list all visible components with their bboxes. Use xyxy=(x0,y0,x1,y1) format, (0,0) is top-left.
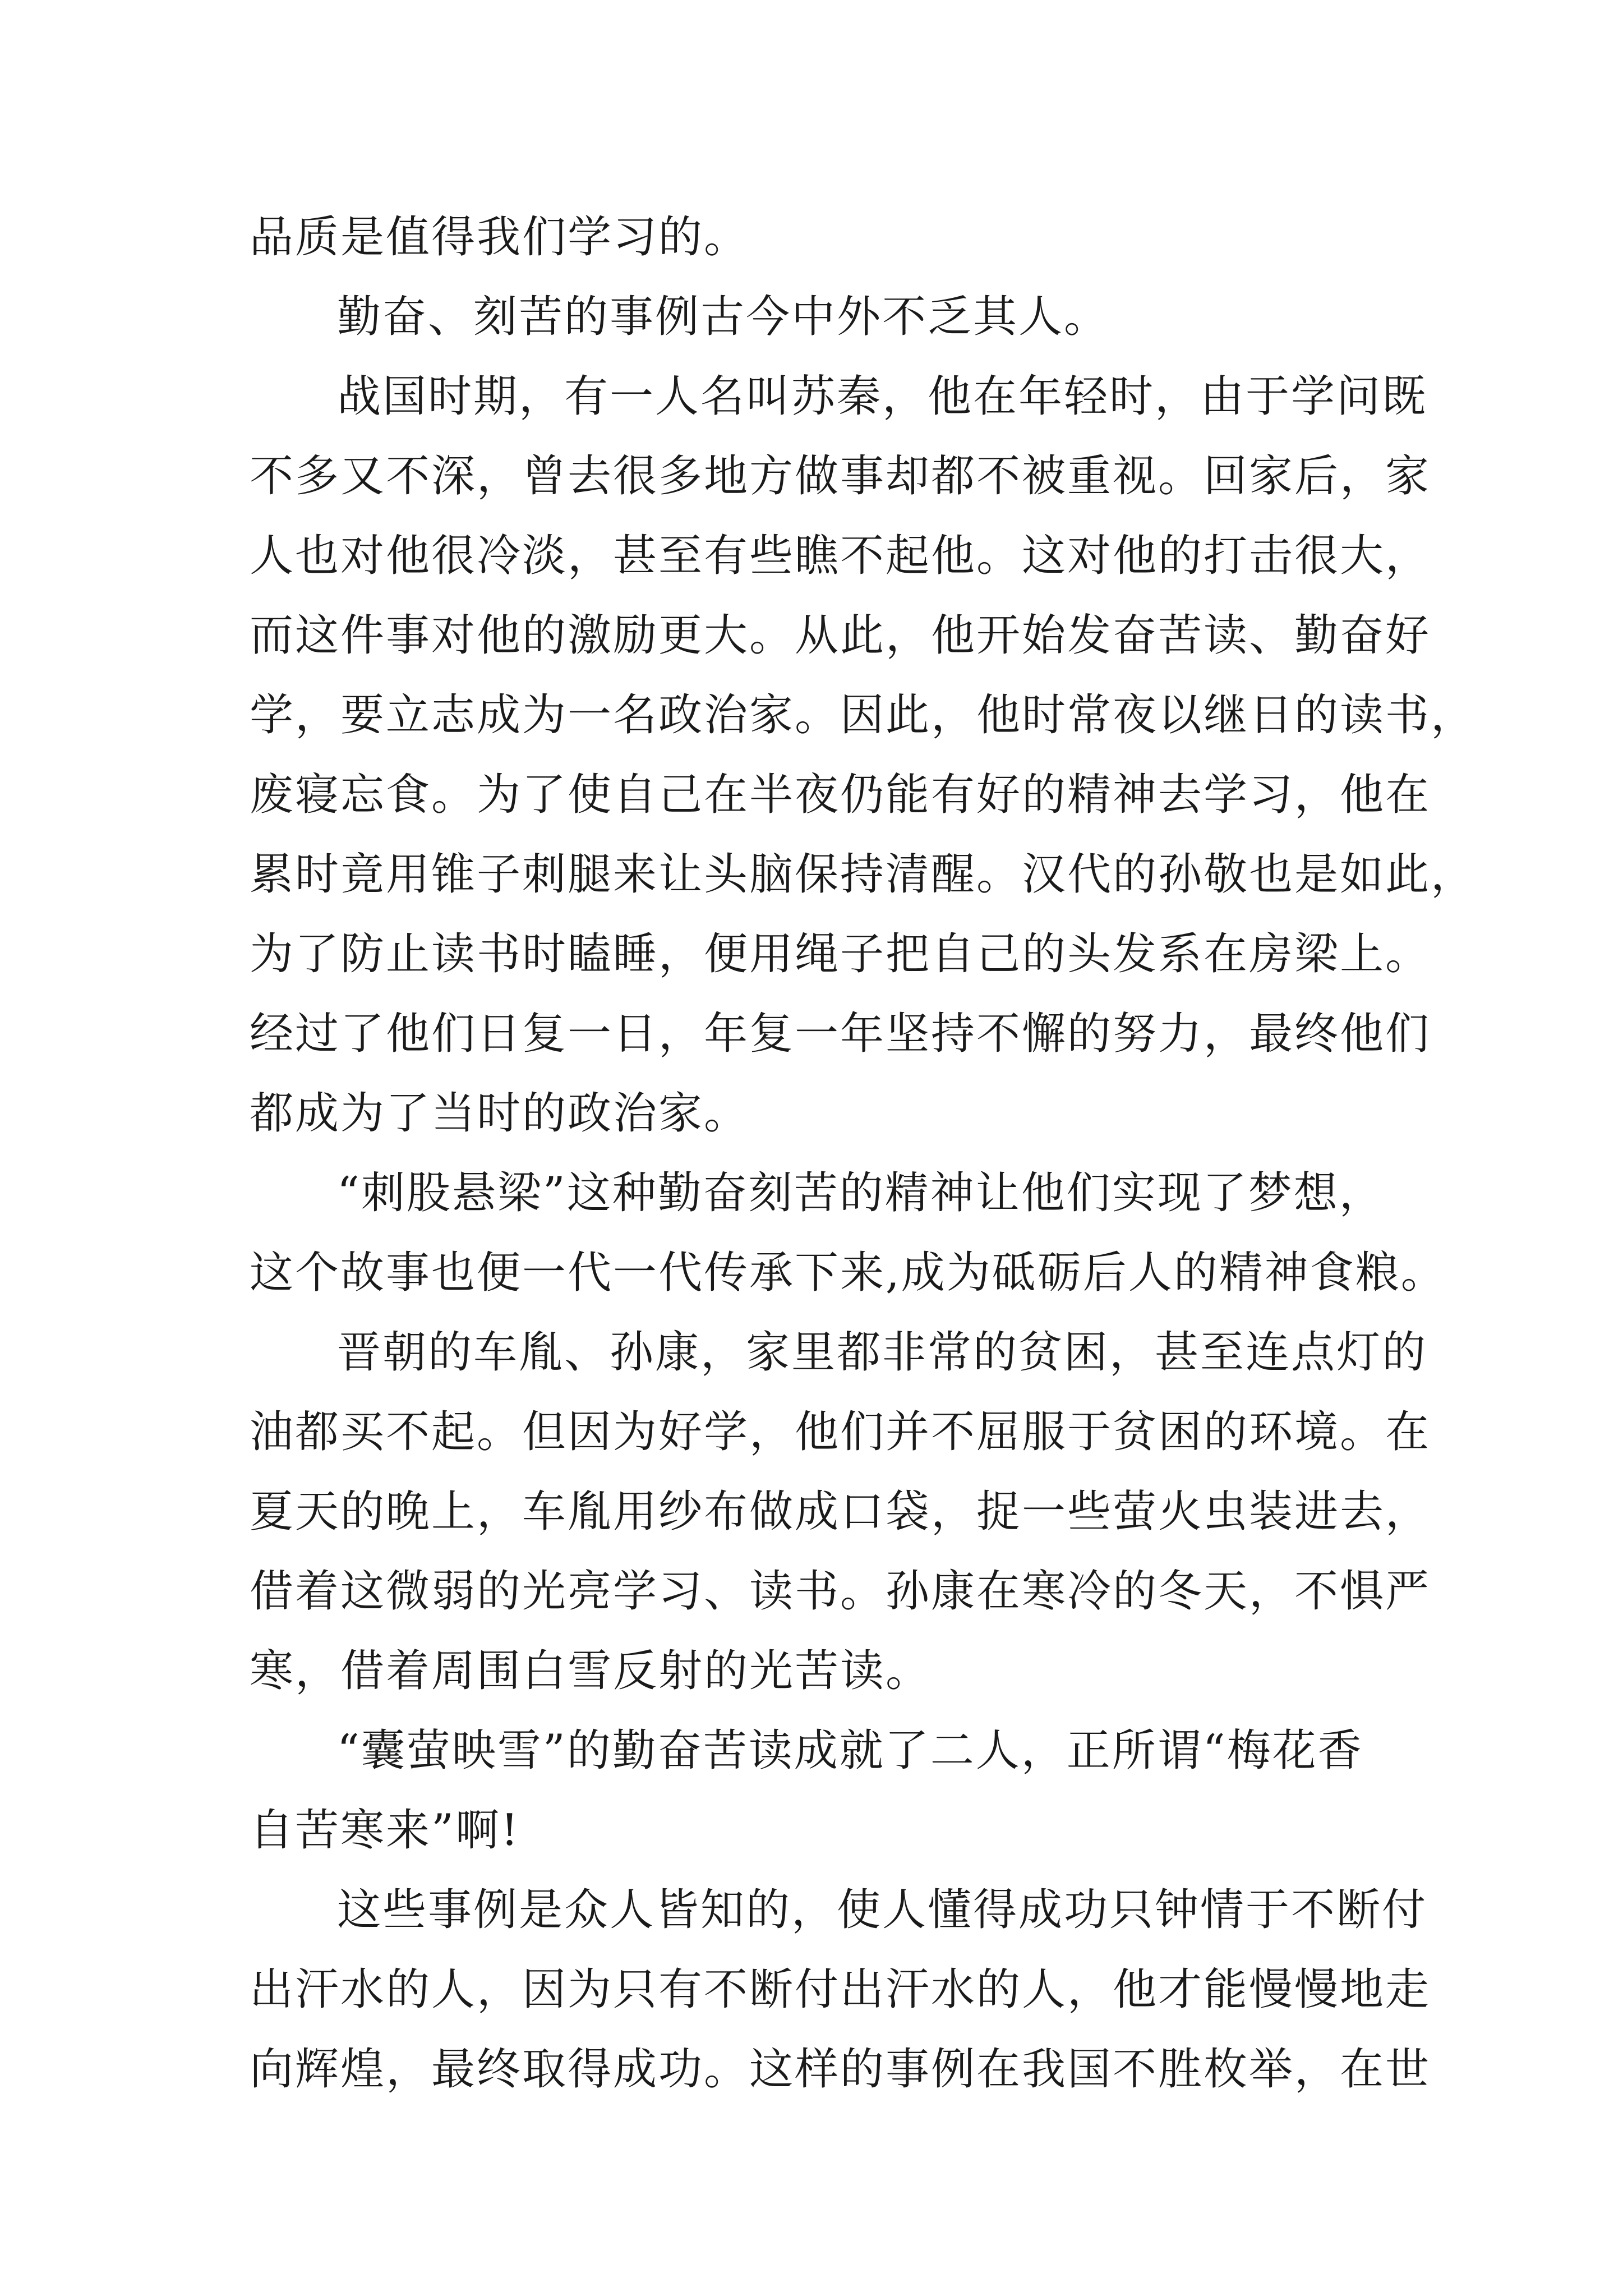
text-line: 勤奋、刻苦的事例古今中外不乏其人。 xyxy=(337,292,1110,342)
text-line: 为了防止读书时瞌睡，便用绳子把自己的头发系在房梁上。 xyxy=(250,929,1431,979)
text-line: 寒，借着周围白雪反射的光苦读。 xyxy=(250,1646,932,1696)
text-line: 人也对他很冷淡，甚至有些瞧不起他。这对他的打击很大， xyxy=(250,531,1431,581)
text-line: 出汗水的人，因为只有不断付出汗水的人，他才能慢慢地走 xyxy=(250,1964,1431,2015)
text-line: 废寝忘食。为了使自己在半夜仍能有好的精神去学习，他在 xyxy=(250,770,1431,820)
text-line: 自苦寒来”啊! xyxy=(250,1805,520,1856)
body-text xyxy=(250,197,1477,2109)
text-line: 晋朝的车胤、孙康，家里都非常的贫困，甚至连点灯的 xyxy=(337,1327,1428,1378)
text-line: 向辉煌，最终取得成功。这样的事例在我国不胜枚举，在世 xyxy=(250,2044,1431,2095)
text-line: “刺股悬梁”这种勤奋刻苦的精神让他们实现了梦想， xyxy=(337,1168,1385,1218)
text-line: 品质是值得我们学习的。 xyxy=(250,212,750,263)
text-line: 累时竟用锥子刺腿来让头脑保持清醒。汉代的孙敬也是如此， xyxy=(250,849,1477,900)
text-line: “囊萤映雪”的勤奋苦读成就了二人，正所谓“梅花香 xyxy=(337,1726,1363,1776)
text-line: 学，要立志成为一名政治家。因此，他时常夜以继日的读书， xyxy=(250,690,1477,740)
text-line: 都成为了当时的政治家。 xyxy=(250,1088,750,1139)
text-line: 这些事例是众人皆知的，使人懂得成功只钟情于不断付 xyxy=(337,1885,1428,1935)
text-line: 战国时期，有一人名叫苏秦，他在年轻时，由于学问既 xyxy=(337,371,1428,422)
text-line: 夏天的晚上，车胤用纱布做成口袋，捉一些萤火虫装进去， xyxy=(250,1487,1431,1537)
text-line: 借着这微弱的光亮学习、读书。孙康在寒冷的冬天，不惧严 xyxy=(250,1566,1431,1617)
text-line: 而这件事对他的激励更大。从此，他开始发奋苦读、勤奋好 xyxy=(250,610,1431,661)
text-line: 油都买不起。但因为好学，他们并不屈服于贫困的环境。在 xyxy=(250,1407,1431,1457)
text-line: 经过了他们日复一日，年复一年坚持不懈的努力，最终他们 xyxy=(250,1009,1431,1059)
text-line: 不多又不深，曾去很多地方做事却都不被重视。回家后，家 xyxy=(250,451,1431,501)
text-line: 这个故事也便一代一代传承下来,成为砥砺后人的精神食粮。 xyxy=(250,1248,1446,1298)
